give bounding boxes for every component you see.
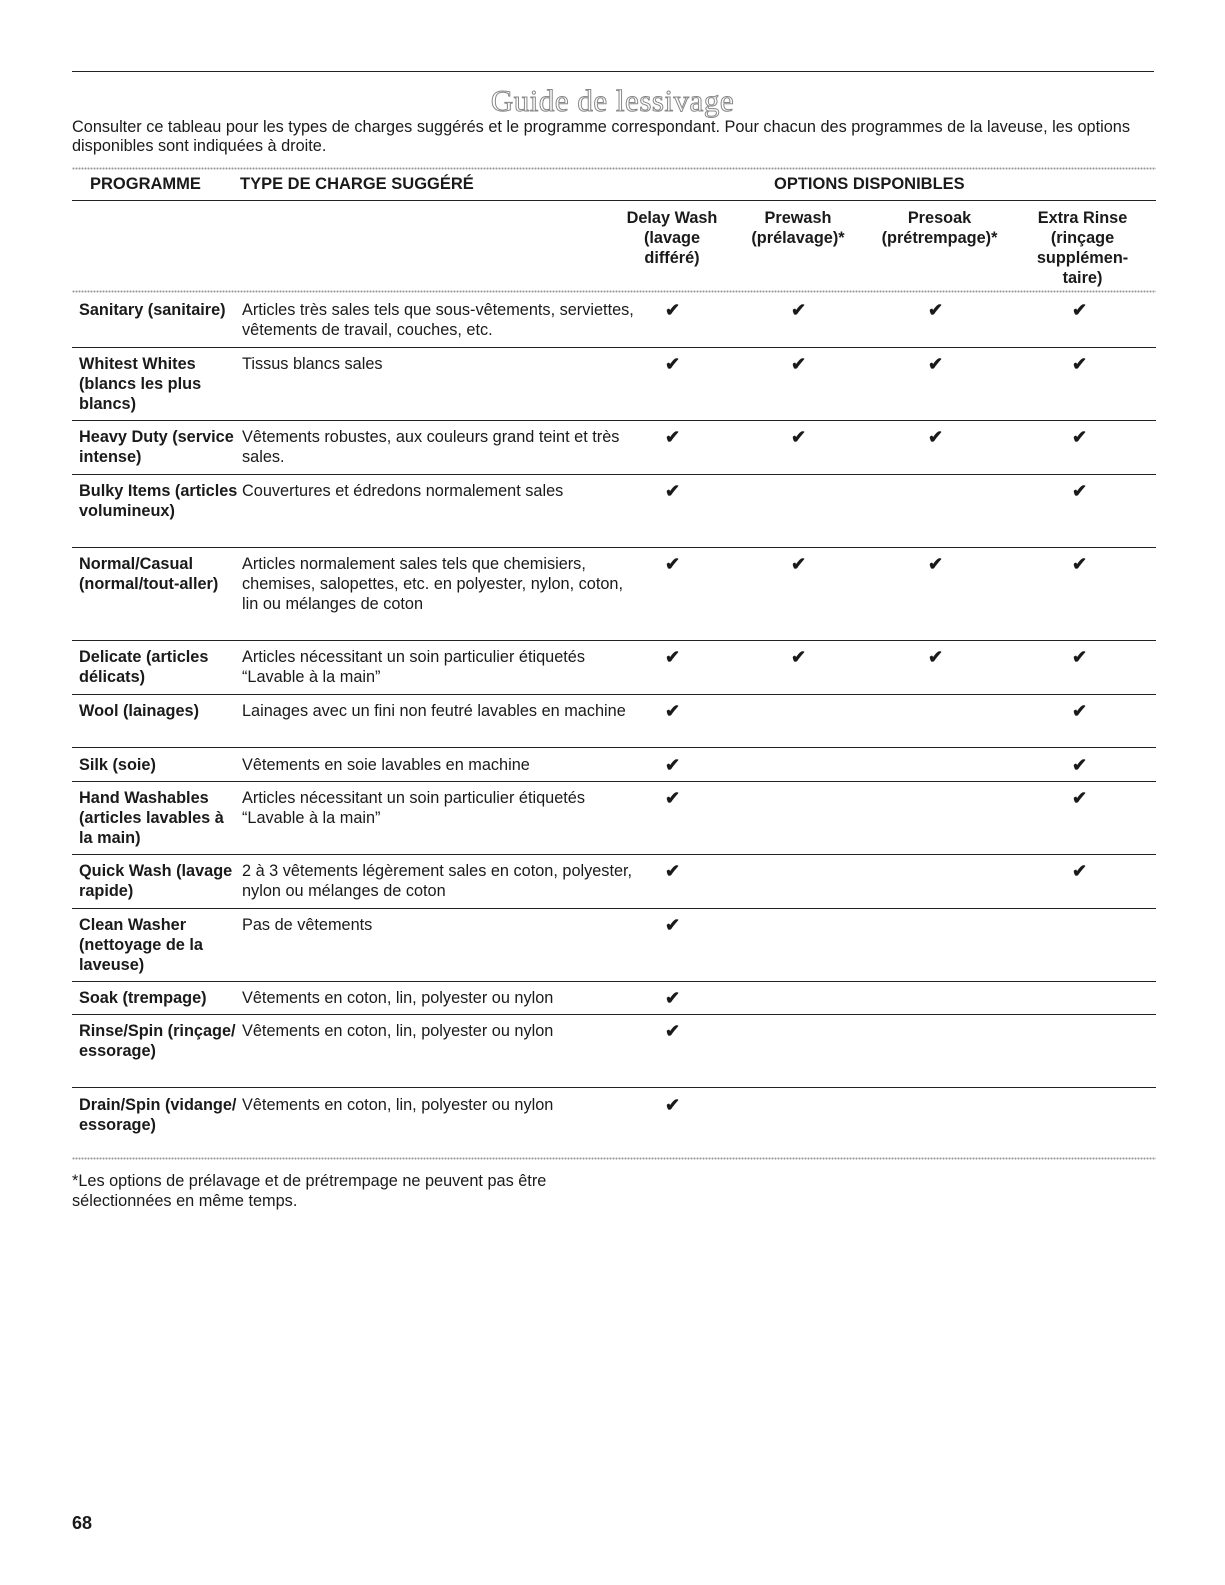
load-description: Couvertures et édredons normalement sales bbox=[242, 482, 564, 500]
check-icon: ✔ bbox=[791, 554, 807, 574]
row-divider bbox=[72, 694, 1156, 695]
check-icon: ✔ bbox=[665, 755, 681, 775]
check-icon: ✔ bbox=[928, 427, 944, 447]
header-rule bbox=[72, 200, 1156, 201]
program-name: Bulky Items (articles volumineux) bbox=[79, 482, 238, 520]
option-header-prewash: Prewash (prélavage)* bbox=[751, 209, 845, 247]
page-number: 68 bbox=[72, 1513, 93, 1533]
load-description: Vêtements en soie lavables en machine bbox=[242, 756, 530, 774]
check-icon: ✔ bbox=[1072, 647, 1088, 667]
load-description: Vêtements en coton, lin, polyester ou nylon bbox=[242, 989, 554, 1007]
program-name: Silk (soie) bbox=[79, 756, 156, 774]
check-icon: ✔ bbox=[665, 647, 681, 667]
program-name: Hand Washables (articles lavables à la main) bbox=[79, 789, 224, 847]
program-name: Soak (trempage) bbox=[79, 989, 207, 1007]
option-header-extra-rinse: Extra Rinse (rinçage supplémen-taire) bbox=[1036, 209, 1129, 287]
program-name: Delicate (articles délicats) bbox=[79, 648, 209, 686]
check-icon: ✔ bbox=[1072, 861, 1088, 881]
check-icon: ✔ bbox=[928, 300, 944, 320]
check-icon: ✔ bbox=[665, 861, 681, 881]
load-description: Tissus blancs sales bbox=[242, 355, 383, 373]
load-description: 2 à 3 vêtements légèrement sales en coton, polyester, nylon ou mélanges de coton bbox=[242, 862, 633, 900]
program-name: Heavy Duty (service intense) bbox=[79, 428, 234, 466]
page-title: Guide de lessivage bbox=[490, 83, 735, 118]
load-description: Articles normalement sales tels que chemisiers, chemises, salopettes, etc. en polyester, nylon, coton, lin ou mélanges de coton bbox=[242, 555, 624, 613]
check-icon: ✔ bbox=[665, 554, 681, 574]
program-name: Rinse/Spin (rinçage/ essorage) bbox=[79, 1022, 236, 1060]
check-icon: ✔ bbox=[791, 427, 807, 447]
program-name: Wool (lainages) bbox=[79, 702, 200, 720]
check-icon: ✔ bbox=[791, 354, 807, 374]
check-icon: ✔ bbox=[665, 788, 681, 808]
check-icon: ✔ bbox=[1072, 300, 1088, 320]
row-divider bbox=[72, 981, 1156, 982]
program-name: Sanitary (sanitaire) bbox=[79, 301, 226, 319]
dotted-divider bbox=[72, 290, 1156, 293]
option-header-delay-wash: Delay Wash (lavage différé) bbox=[626, 209, 718, 267]
header-options: OPTIONS DISPONIBLES bbox=[774, 175, 965, 193]
row-divider bbox=[72, 1087, 1156, 1088]
load-description: Vêtements en coton, lin, polyester ou nylon bbox=[242, 1096, 554, 1114]
check-icon: ✔ bbox=[665, 481, 681, 501]
row-divider bbox=[72, 547, 1156, 548]
program-name: Whitest Whites (blancs les plus blancs) bbox=[79, 355, 202, 413]
program-name: Normal/Casual (normal/tout-aller) bbox=[79, 555, 219, 593]
check-icon: ✔ bbox=[665, 300, 681, 320]
load-description: Articles très sales tels que sous-vêtements, serviettes, vêtements de travail, couches, etc. bbox=[242, 301, 634, 339]
program-name: Drain/Spin (vidange/ essorage) bbox=[79, 1096, 237, 1134]
check-icon: ✔ bbox=[665, 1095, 681, 1115]
check-icon: ✔ bbox=[665, 988, 681, 1008]
row-divider bbox=[72, 854, 1156, 855]
row-divider bbox=[72, 474, 1156, 475]
load-description: Articles nécessitant un soin particulier étiquetés “Lavable à la main” bbox=[242, 648, 585, 686]
row-divider bbox=[72, 908, 1156, 909]
check-icon: ✔ bbox=[1072, 554, 1088, 574]
row-divider bbox=[72, 781, 1156, 782]
check-icon: ✔ bbox=[665, 915, 681, 935]
dotted-divider bbox=[72, 167, 1156, 170]
load-description: Articles nécessitant un soin particulier étiquetés “Lavable à la main” bbox=[242, 789, 585, 827]
check-icon: ✔ bbox=[1072, 788, 1088, 808]
load-description: Pas de vêtements bbox=[242, 916, 373, 934]
check-icon: ✔ bbox=[665, 701, 681, 721]
header-load-type: TYPE DE CHARGE SUGGÉRÉ bbox=[240, 175, 474, 193]
program-name: Clean Washer (nettoyage de la laveuse) bbox=[79, 916, 203, 974]
check-icon: ✔ bbox=[665, 354, 681, 374]
row-divider bbox=[72, 420, 1156, 421]
dotted-divider bbox=[72, 1157, 1156, 1160]
check-icon: ✔ bbox=[665, 1021, 681, 1041]
row-divider bbox=[72, 1014, 1156, 1015]
check-icon: ✔ bbox=[1072, 755, 1088, 775]
check-icon: ✔ bbox=[928, 354, 944, 374]
check-icon: ✔ bbox=[928, 647, 944, 667]
load-description: Vêtements en coton, lin, polyester ou nylon bbox=[242, 1022, 554, 1040]
footnote: *Les options de prélavage et de prétrempage ne peuvent pas être sélectionnées en même temps. bbox=[72, 1172, 547, 1210]
check-icon: ✔ bbox=[1072, 427, 1088, 447]
top-rule bbox=[72, 71, 1154, 72]
load-description: Lainages avec un fini non feutré lavables en machine bbox=[242, 702, 626, 720]
row-divider bbox=[72, 747, 1156, 748]
check-icon: ✔ bbox=[1072, 701, 1088, 721]
check-icon: ✔ bbox=[1072, 481, 1088, 501]
row-divider bbox=[72, 640, 1156, 641]
intro-paragraph: Consulter ce tableau pour les types de charges suggérés et le programme correspondant. Pour chacun des programmes de la laveuse, les options disponibles sont indiquées à droite. bbox=[72, 118, 1130, 155]
check-icon: ✔ bbox=[791, 300, 807, 320]
header-program: PROGRAMME bbox=[90, 175, 201, 193]
check-icon: ✔ bbox=[791, 647, 807, 667]
check-icon: ✔ bbox=[928, 554, 944, 574]
option-header-presoak: Presoak (prétrempage)* bbox=[881, 209, 998, 247]
check-icon: ✔ bbox=[1072, 354, 1088, 374]
load-description: Vêtements robustes, aux couleurs grand teint et très sales. bbox=[242, 428, 620, 466]
row-divider bbox=[72, 347, 1156, 348]
program-name: Quick Wash (lavage rapide) bbox=[79, 862, 233, 900]
check-icon: ✔ bbox=[665, 427, 681, 447]
